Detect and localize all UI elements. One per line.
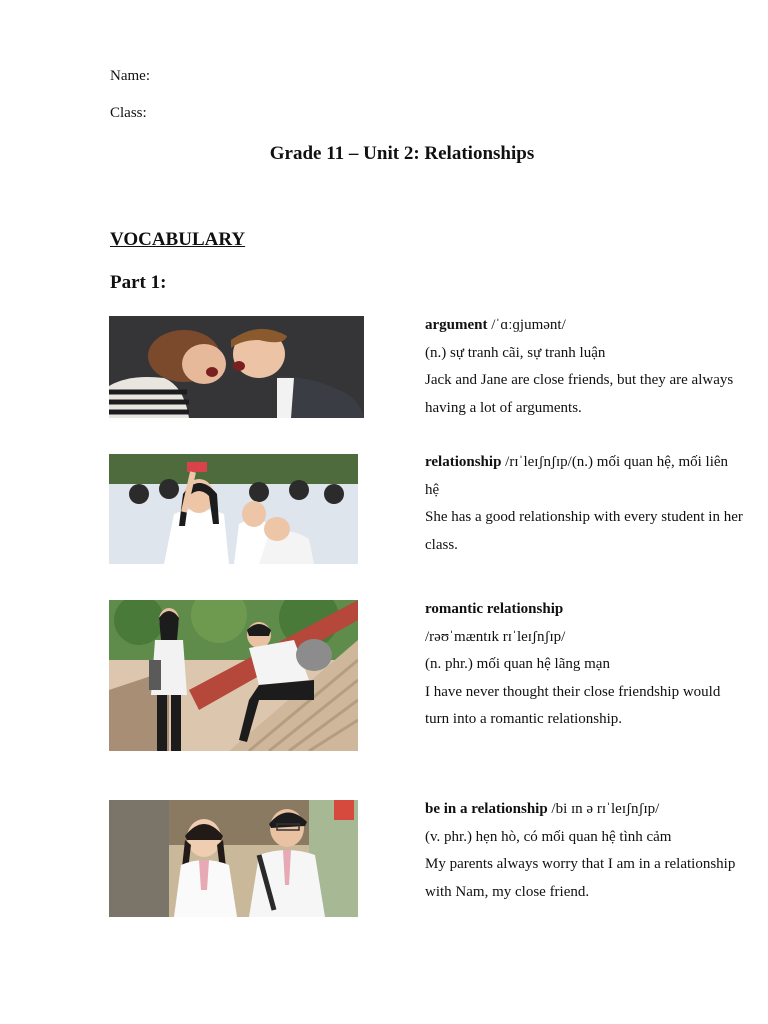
vocab-term: argument [425,317,488,333]
vocab-term: be in a relationship [425,801,548,817]
students-on-stairs-photo [109,600,358,751]
class-label: Class: [110,105,147,121]
vocab-meaning: (n.) mối quan hệ, mối liên hệ [425,454,729,498]
vocab-phonetic: /rəʊˈmæntɪk rɪˈleɪʃnʃɪp/ [425,628,566,645]
vocab-term: romantic relationship [425,601,564,617]
vocab-example: I have never thought their close friendship would turn into a romantic relationship. [425,683,721,727]
vocab-example: She has a good relationship with every student in her class. [425,509,743,553]
vocab-phonetic: /bi ɪn ə rɪˈleɪʃnʃɪp/ [547,801,660,817]
document-title: Grade 11 – Unit 2: Relationships [269,143,535,164]
part-heading: Part 1: [110,272,167,293]
vocab-meaning: (n.) sự tranh cãi, sự tranh luận [425,344,606,361]
vocab-phonetic: /ˈɑːɡjumənt/ [487,317,566,333]
student-couple-photo [109,800,358,917]
vocab-example: My parents always worry that I am in a relationship with Nam, my close friend. [425,856,736,900]
couple-arguing-photo [109,316,364,418]
section-heading: VOCABULARY [110,229,246,250]
vocab-example: Jack and Jane are close friends, but they are always having a lot of arguments. [425,372,734,416]
vocab-meaning: (n. phr.) mối quan hệ lãng mạn [425,656,610,672]
name-label: Name: [110,68,150,84]
vocab-phonetic: /rɪˈleɪʃnʃɪp/ [501,454,572,470]
vocab-entry [425,312,745,422]
vocab-entry [425,449,745,559]
vocab-meaning: (v. phr.) hẹn hò, có mối quan hệ tình cảm [425,828,672,845]
vocab-entry [425,796,745,906]
vocab-entry [425,596,745,734]
students-selfie-photo [109,454,358,564]
vocab-term: relationship [425,454,502,470]
